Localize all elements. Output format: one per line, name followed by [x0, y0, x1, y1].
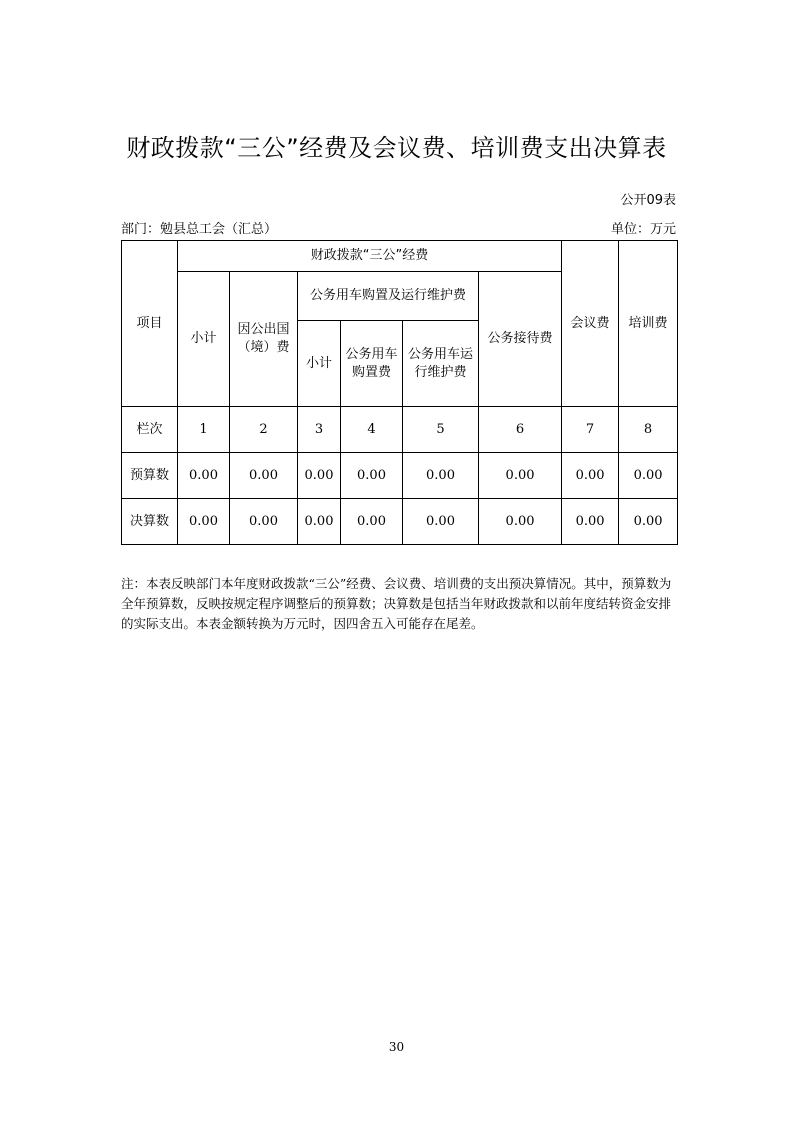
header-three-public: 财政拨款“三公”经费 [178, 241, 562, 272]
department-label: 部门：勉县总工会（汇总） [121, 222, 278, 237]
table-cell: 0.00 [230, 453, 298, 499]
header-vehicle-purchase: 公务用车购置费 [341, 321, 403, 407]
header-meeting: 会议费 [562, 241, 619, 407]
header-reception: 公务接待费 [479, 272, 562, 407]
table-cell: 0.00 [479, 499, 562, 545]
table-cell: 0.00 [619, 499, 678, 545]
table-note: 注：本表反映部门本年度财政拨款“三公”经费、会议费、培训费的支出预决算情况。其中，预算数为全年预算数，反映按规定程序调整后的预算数；决算数是包括当年财政拨款和以前年度结转资金安排的实际支出。本表金额转换为万元时，因四舍五入可能存在尾差。 [121, 576, 672, 631]
table-cell: 8 [619, 407, 678, 453]
expenditure-table [121, 240, 678, 545]
table-cell: 5 [403, 407, 479, 453]
table-cell: 0.00 [298, 453, 341, 499]
table-cell: 0.00 [298, 499, 341, 545]
table-cell: 0.00 [230, 499, 298, 545]
table-row [122, 453, 678, 499]
table-cell: 0.00 [341, 453, 403, 499]
page-title: 财政拨款“三公”经费及会议费、培训费支出决算表 [126, 134, 667, 162]
row-label: 决算数 [122, 499, 178, 545]
table-cell: 0.00 [403, 499, 479, 545]
page-number: 30 [388, 1040, 405, 1054]
table-cell: 0.00 [562, 499, 619, 545]
table-cell: 3 [298, 407, 341, 453]
header-item: 项目 [122, 241, 178, 407]
header-abroad: 因公出国（境）费 [230, 272, 298, 407]
table-cell: 6 [479, 407, 562, 453]
unit-label: 单位：万元 [610, 222, 676, 237]
table-cell: 1 [178, 407, 230, 453]
header-vehicle-maintenance: 公务用车运行维护费 [403, 321, 479, 407]
table-cell: 4 [341, 407, 403, 453]
row-label: 栏次 [122, 407, 178, 453]
table-cell: 0.00 [341, 499, 403, 545]
table-cell: 0.00 [178, 499, 230, 545]
table-code: 公开09表 [620, 193, 676, 208]
table-cell: 0.00 [178, 453, 230, 499]
row-label: 预算数 [122, 453, 178, 499]
table-cell: 0.00 [619, 453, 678, 499]
table-row [122, 407, 678, 453]
table-row [122, 499, 678, 545]
table-cell: 0.00 [403, 453, 479, 499]
header-subtotal: 小计 [178, 272, 230, 407]
table-cell: 0.00 [479, 453, 562, 499]
header-vehicle-subtotal: 小计 [298, 321, 341, 407]
header-training: 培训费 [619, 241, 678, 407]
table-cell: 7 [562, 407, 619, 453]
table-cell: 0.00 [562, 453, 619, 499]
table-cell: 2 [230, 407, 298, 453]
header-vehicle-group: 公务用车购置及运行维护费 [298, 272, 479, 321]
